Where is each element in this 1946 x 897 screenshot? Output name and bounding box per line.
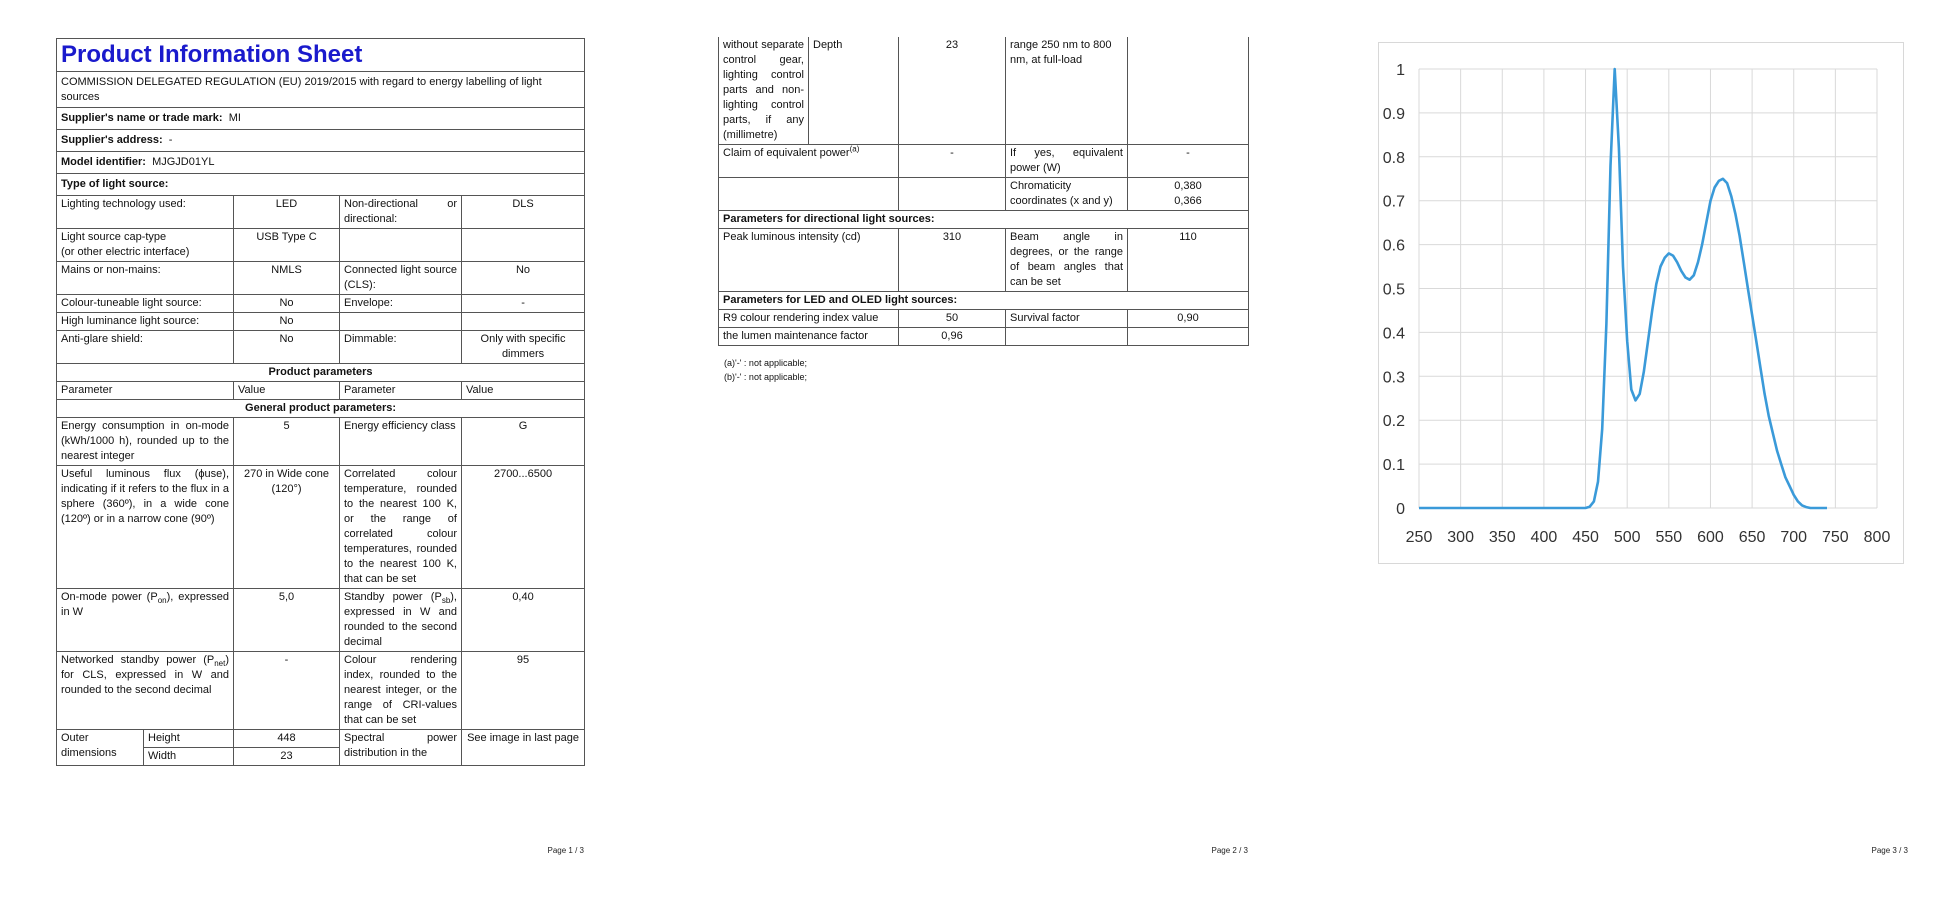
- cell: 2700...6500: [462, 466, 585, 589]
- cell: High luminance light source:: [57, 313, 234, 331]
- product-parameters-heading: Product parameters: [57, 364, 585, 382]
- general-parameters-heading: General product parameters:: [57, 400, 585, 418]
- cell: 5: [234, 418, 340, 466]
- supplier-value: MI: [228, 112, 241, 124]
- y-tick-label: 0.6: [1382, 237, 1405, 255]
- chroma-y: 0,366: [1174, 195, 1202, 207]
- model-row: [57, 152, 585, 174]
- address-label: Supplier's address:: [61, 134, 163, 146]
- cell: Height: [144, 730, 234, 748]
- page-3: [1378, 0, 1908, 897]
- x-tick-label: 400: [1530, 529, 1558, 546]
- page-number: Page 1 / 3: [547, 846, 584, 855]
- cell: Chromaticity coordinates (x and y): [1006, 178, 1128, 211]
- y-tick-label: 0.7: [1382, 193, 1405, 211]
- cell: Useful luminous flux (ϕuse), indicating if it refers to the flux in a sphere (360º), in a wide cone (120º) or in a narrow cone (90º): [57, 466, 234, 589]
- x-tick-label: 500: [1613, 529, 1641, 546]
- cell: Beam angle in degrees, or the range of beam angles that can be set: [1006, 229, 1128, 292]
- cell: 95: [462, 652, 585, 730]
- cell: [1128, 328, 1249, 346]
- table-row: [57, 313, 585, 331]
- cell: -: [899, 145, 1006, 178]
- y-tick-label: 0.5: [1382, 281, 1405, 299]
- cell: Only with specific dimmers: [462, 331, 585, 364]
- cell: 23: [234, 748, 340, 766]
- directional-heading: Parameters for directional light sources:: [719, 211, 1249, 229]
- cell: 0,96: [899, 328, 1006, 346]
- y-tick-label: 0.9: [1382, 105, 1405, 123]
- header-cell: Value: [462, 382, 585, 400]
- y-tick-label: 0: [1396, 501, 1405, 518]
- cell: range 250 nm to 800 nm, at full-load: [1006, 37, 1128, 145]
- cell: Peak luminous intensity (cd): [719, 229, 899, 292]
- cell: See image in last page: [462, 730, 585, 766]
- standby-power-label: Standby power (P: [344, 591, 442, 603]
- cell: without separate control gear, lighting control parts and non-lighting control parts, if any (millimetre): [719, 37, 809, 145]
- cell: Outer dimensions: [57, 730, 144, 766]
- cell: Envelope:: [340, 295, 462, 313]
- cell: 50: [899, 310, 1006, 328]
- cell: 448: [234, 730, 340, 748]
- cell: 310: [899, 229, 1006, 292]
- x-tick-label: 600: [1697, 529, 1724, 546]
- table-row: [719, 229, 1249, 292]
- x-tick-label: 450: [1572, 529, 1599, 546]
- standby-power-sub: sb: [441, 596, 451, 606]
- cell: [719, 178, 899, 211]
- model-label: Model identifier:: [61, 156, 146, 168]
- chroma-x: 0,380: [1174, 180, 1202, 192]
- model-value: MJGJD01YL: [152, 156, 215, 168]
- cell: [1006, 328, 1128, 346]
- table-row: [719, 37, 1249, 145]
- cell: No: [234, 313, 340, 331]
- cell: [57, 589, 234, 652]
- cell: No: [234, 295, 340, 313]
- cell: [340, 313, 462, 331]
- on-mode-power-tail: ), expressed in W: [61, 591, 229, 618]
- cell: Depth: [809, 37, 899, 145]
- cell: [1128, 178, 1249, 211]
- footnote-a: (a)'-' : not applicable;: [724, 358, 807, 368]
- regulation-subtitle: COMMISSION DELEGATED REGULATION (EU) 2019/2015 with regard to energy labelling of light sources: [57, 72, 585, 108]
- cell: Lighting technology used:: [57, 196, 234, 229]
- table-row: [57, 196, 585, 229]
- footnotes: [724, 356, 1248, 384]
- standby-power-tail: ), expressed in W and rounded to the second decimal: [344, 591, 457, 648]
- cell: NMLS: [234, 262, 340, 295]
- y-tick-label: 0.3: [1382, 369, 1405, 387]
- y-tick-label: 0.2: [1382, 413, 1405, 431]
- cell: the lumen maintenance factor: [719, 328, 899, 346]
- x-tick-label: 350: [1488, 529, 1516, 546]
- table-row: [719, 310, 1249, 328]
- on-mode-power-label: On-mode power (P: [61, 591, 158, 603]
- cell: Connected light source (CLS):: [340, 262, 462, 295]
- cell: [340, 589, 462, 652]
- cell: Mains or non-mains:: [57, 262, 234, 295]
- cell: LED: [234, 196, 340, 229]
- cap-type-sublabel: (or other electric interface): [61, 246, 190, 258]
- table-row: [57, 295, 585, 313]
- table-row: [57, 652, 585, 730]
- y-tick-label: 0.4: [1382, 325, 1405, 343]
- cell: [462, 313, 585, 331]
- led-heading: Parameters for LED and OLED light sources:: [719, 292, 1249, 310]
- header-cell: Value: [234, 382, 340, 400]
- page-number: Page 2 / 3: [1211, 846, 1248, 855]
- y-tick-label: 0.8: [1382, 149, 1405, 167]
- cell: DLS: [462, 196, 585, 229]
- cell: [462, 229, 585, 262]
- cell: USB Type C: [234, 229, 340, 262]
- cell: [57, 229, 234, 262]
- networked-standby-tail: ) for CLS, expressed in W and rounded to the second decimal: [61, 654, 229, 696]
- cell: [719, 145, 899, 178]
- x-tick-label: 750: [1822, 529, 1849, 546]
- cell: If yes, equivalent power (W): [1006, 145, 1128, 178]
- x-tick-label: 550: [1655, 529, 1683, 546]
- table-row: [57, 262, 585, 295]
- product-info-table-page2: [718, 37, 1249, 346]
- product-info-table-page1: [56, 38, 585, 766]
- supplier-row: [57, 108, 585, 130]
- table-row: [719, 145, 1249, 178]
- address-row: [57, 130, 585, 152]
- table-row: [57, 589, 585, 652]
- x-tick-label: 700: [1780, 529, 1808, 546]
- cell: 0,90: [1128, 310, 1249, 328]
- spectral-distribution-chart: [1378, 42, 1904, 564]
- table-row: [57, 418, 585, 466]
- x-tick-label: 300: [1447, 529, 1474, 546]
- x-tick-label: 250: [1405, 529, 1433, 546]
- table-header-row: [57, 382, 585, 400]
- address-value: -: [168, 134, 173, 146]
- cell: Dimmable:: [340, 331, 462, 364]
- cell: Energy efficiency class: [340, 418, 462, 466]
- cell: 0,40: [462, 589, 585, 652]
- table-row: [57, 730, 585, 748]
- cell: [1128, 37, 1249, 145]
- cell: 5,0: [234, 589, 340, 652]
- cell: G: [462, 418, 585, 466]
- type-of-light-source: Type of light source:: [57, 174, 585, 196]
- supplier-label: Supplier's name or trade mark:: [61, 112, 223, 124]
- cell: Width: [144, 748, 234, 766]
- page-1: [56, 0, 584, 897]
- cell: Survival factor: [1006, 310, 1128, 328]
- cell: Correlated colour temperature, rounded to the nearest 100 K, or the range of correlated colour temperatures, rounded to the nearest 100 K, that can be set: [340, 466, 462, 589]
- x-tick-label: 800: [1863, 529, 1891, 546]
- header-cell: Parameter: [57, 382, 234, 400]
- table-row: [719, 178, 1249, 211]
- cap-type-label: Light source cap-type: [61, 231, 167, 243]
- cell: Anti-glare shield:: [57, 331, 234, 364]
- table-row: [719, 328, 1249, 346]
- page-number: Page 3 / 3: [1871, 846, 1908, 855]
- cell: [899, 178, 1006, 211]
- cell: -: [1128, 145, 1249, 178]
- cell: Colour rendering index, rounded to the nearest integer, or the range of CRI-values that can be set: [340, 652, 462, 730]
- sheet-title: Product Information Sheet: [57, 39, 585, 72]
- cell: Non-directional or directional:: [340, 196, 462, 229]
- page-2: [718, 0, 1248, 897]
- cell: No: [234, 331, 340, 364]
- cell: 270 in Wide cone (120°): [234, 466, 340, 589]
- cell: [340, 229, 462, 262]
- cell: -: [234, 652, 340, 730]
- on-mode-power-sub: on: [157, 596, 167, 606]
- y-tick-label: 0.1: [1382, 457, 1405, 475]
- cell: -: [462, 295, 585, 313]
- table-row: [57, 229, 585, 262]
- spectral-chart-svg: [1379, 43, 1903, 563]
- cell: No: [462, 262, 585, 295]
- cell: Energy consumption in on-mode (kWh/1000 h), rounded up to the nearest integer: [57, 418, 234, 466]
- cell: 110: [1128, 229, 1249, 292]
- cell: R9 colour rendering index value: [719, 310, 899, 328]
- y-tick-label: 1: [1396, 62, 1405, 79]
- header-cell: Parameter: [340, 382, 462, 400]
- cell: Spectral power distribution in the: [340, 730, 462, 766]
- claim-sup: (a): [849, 144, 860, 154]
- cell: [57, 652, 234, 730]
- networked-standby-label: Networked standby power (P: [61, 654, 215, 666]
- footnote-b: (b)'-' : not applicable;: [724, 372, 807, 382]
- claim-label: Claim of equivalent power: [723, 147, 850, 159]
- table-row: [57, 331, 585, 364]
- table-row: [57, 466, 585, 589]
- cell: 23: [899, 37, 1006, 145]
- cell: Colour-tuneable light source:: [57, 295, 234, 313]
- x-tick-label: 650: [1738, 529, 1766, 546]
- networked-standby-sub: net: [214, 659, 226, 669]
